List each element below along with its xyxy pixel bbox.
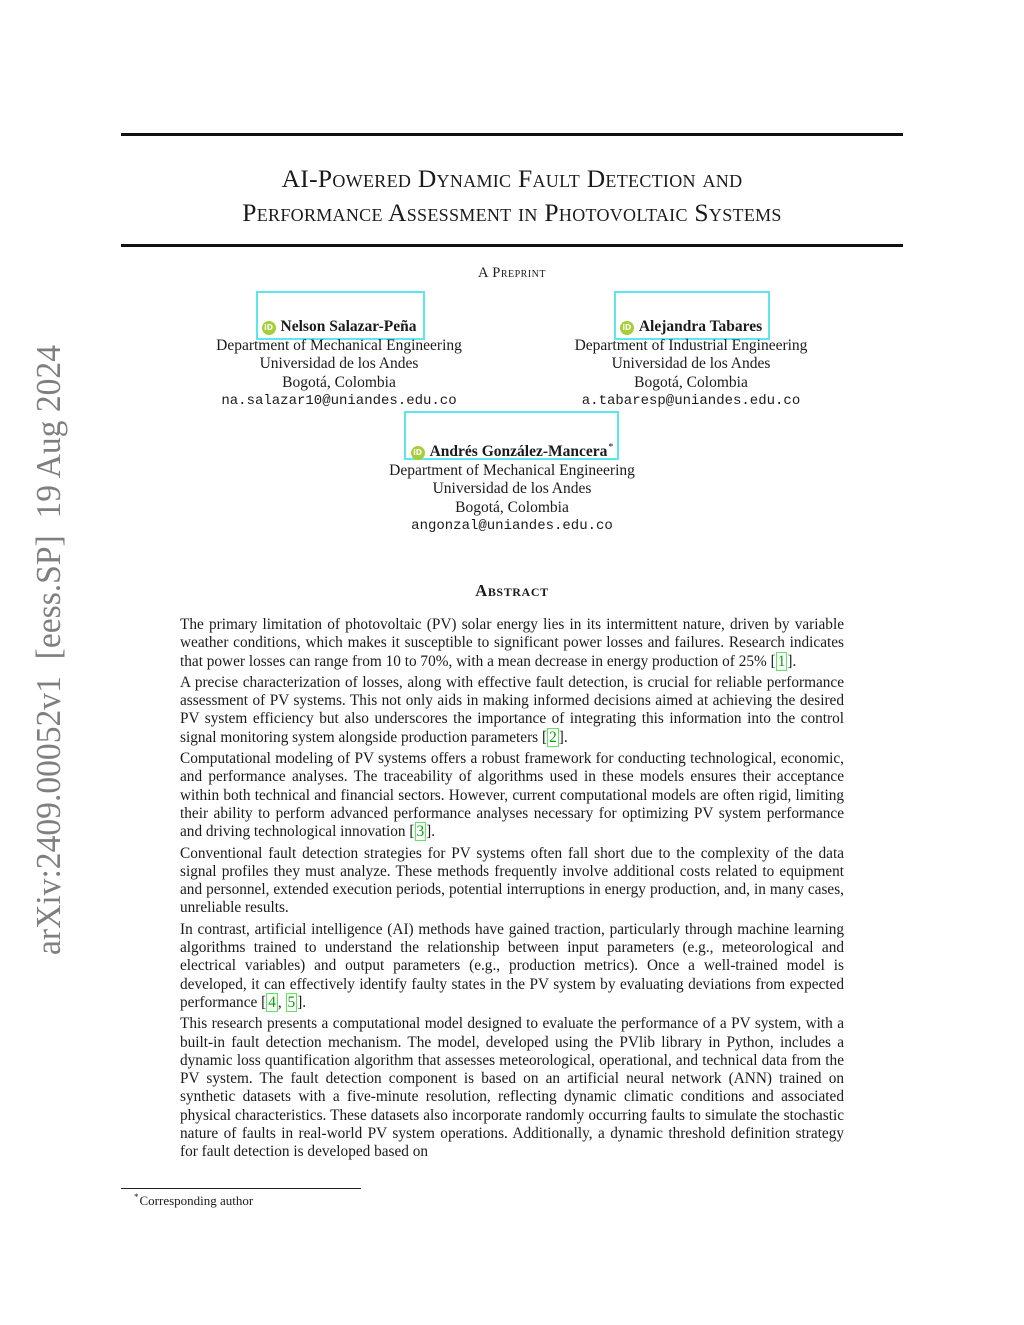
abstract-paragraph-1: The primary limitation of photovoltaic (PV) solar energy lies in its intermittent nature, driven by variable weather conditions, which makes it susceptible to significant power losses and failures. Research indicates that power losses can range from 10 to 70%, with a mean decrease in energy production of 25% [ 1 ]. bbox=[180, 616, 844, 670]
author-email[interactable]: a.tabaresp@uniandes.edu.co bbox=[581, 393, 801, 409]
citation-link[interactable]: 1 bbox=[777, 652, 786, 670]
citation-link[interactable]: 5 bbox=[287, 993, 296, 1011]
arxiv-identifier bbox=[13, 345, 73, 955]
title-bottom-rule bbox=[121, 244, 903, 247]
footnote-rule bbox=[121, 1188, 361, 1189]
author-department: Department of Mechanical Engineering bbox=[389, 461, 635, 479]
footnote bbox=[134, 1192, 253, 1209]
author-location: Bogotá, Colombia bbox=[282, 373, 396, 391]
footnote-text: Corresponding author bbox=[139, 1193, 254, 1208]
arxiv-identifier-svg bbox=[13, 345, 73, 955]
footnote-marker: * bbox=[134, 1192, 139, 1202]
abstract-paragraph-4: Conventional fault detection strategies for PV systems often fall short due to the complexity of the data signal profiles they must analyze. These methods frequently involve additional costs related to equipment and personnel, extended execution periods, potential interruptions in energy production, and, in many cases, unreliable results. bbox=[180, 844, 844, 917]
author-location: Bogotá, Colombia bbox=[455, 498, 569, 516]
author-email[interactable]: na.salazar10@uniandes.edu.co bbox=[221, 393, 457, 409]
abstract-paragraph-3: Computational modeling of PV systems offers a robust framework for conducting technological, economic, and performance analyses. The traceability of algorithms used in these models ensures their acceptance within both technical and financial sectors. However, current computational models are often rigid, limiting their ability to perform advanced performance analyses necessary for optimizing PV system performance and driving technological innovation [ 3 ]. bbox=[180, 750, 844, 841]
author-block-1 bbox=[189, 318, 489, 411]
author-email[interactable]: angonzal@uniandes.edu.co bbox=[411, 518, 613, 534]
author-name[interactable]: Nelson Salazar-Peña bbox=[280, 318, 417, 335]
title-top-rule bbox=[121, 133, 903, 136]
author-block-2 bbox=[541, 318, 841, 411]
citation-link[interactable]: 3 bbox=[416, 823, 425, 841]
abstract-paragraph-5: In contrast, artificial intelligence (AI) methods have gained traction, particularly through machine learning algorithms trained to understand the relationship between input parameters (e.g., meteorological and electrical variables) and output parameters (e.g., production metrics). Once a well-trained model is developed, it can effectively identify faulty states in the PV system by evaluating deviations from expected performance [ 4 , 5 ]. bbox=[180, 920, 844, 1011]
orcid-icon[interactable]: iD bbox=[620, 321, 634, 335]
abstract-body bbox=[180, 616, 844, 1165]
orcid-icon[interactable]: iD bbox=[262, 321, 276, 335]
author-university: Universidad de los Andes bbox=[611, 355, 771, 372]
author-location: Bogotá, Colombia bbox=[634, 373, 748, 391]
corresponding-author-marker[interactable]: * bbox=[608, 442, 614, 453]
author-department: Department of Industrial Engineering bbox=[574, 336, 808, 354]
paper-title bbox=[121, 162, 903, 230]
title-line-2: Performance Assessment in Photovoltaic Systems bbox=[242, 198, 782, 227]
citation-link[interactable]: 4 bbox=[268, 993, 276, 1011]
author-name[interactable]: Alejandra Tabares bbox=[638, 318, 763, 335]
abstract-paragraph-2: A precise characterization of losses, along with effective fault detection, is crucial for reliable performance assessment of PV systems. This not only aids in making informed decisions aimed at achieving the desired PV system efficiency but also underscores the importance of integrating this information into the control signal monitoring system alongside production parameters [ 2 ]. bbox=[180, 673, 844, 746]
title-line-1: AI-Powered Dynamic Fault Detection and bbox=[281, 164, 743, 193]
author-university: Universidad de los Andes bbox=[259, 355, 419, 372]
author-university: Universidad de los Andes bbox=[432, 480, 592, 497]
author-name[interactable]: Andrés González-Mancera bbox=[429, 443, 608, 460]
author-block-3 bbox=[362, 439, 662, 536]
preprint-label: A Preprint bbox=[477, 265, 547, 281]
author-department: Department of Mechanical Engineering bbox=[216, 336, 462, 354]
arxiv-identifier-text: arXiv:2409.00052v1 [eess.SP] 19 Aug 2024 bbox=[30, 345, 68, 955]
citation-link[interactable]: 2 bbox=[549, 728, 557, 746]
abstract-paragraph-6: This research presents a computational model designed to evaluate the performance of a PV system, with a built-in fault detection mechanism. The model, developed using the PVlib library in Python, includes a dynamic loss quantification algorithm that assesses meteorological, operational, and technical data from the PV system. The fault detection component is based on an artificial neural network (ANN) trained on synthetic datasets with a five-minute resolution, reflecting dynamic climatic conditions and associated physical characteristics. These datasets also incorporate randomly occurring faults to simulate the stochastic nature of faults in real-world PV system operations. Additionally, a dynamic threshold definition strategy for fault detection is developed based on bbox=[180, 1015, 844, 1161]
abstract-heading: Abstract bbox=[475, 581, 549, 600]
orcid-icon[interactable]: iD bbox=[411, 446, 425, 460]
